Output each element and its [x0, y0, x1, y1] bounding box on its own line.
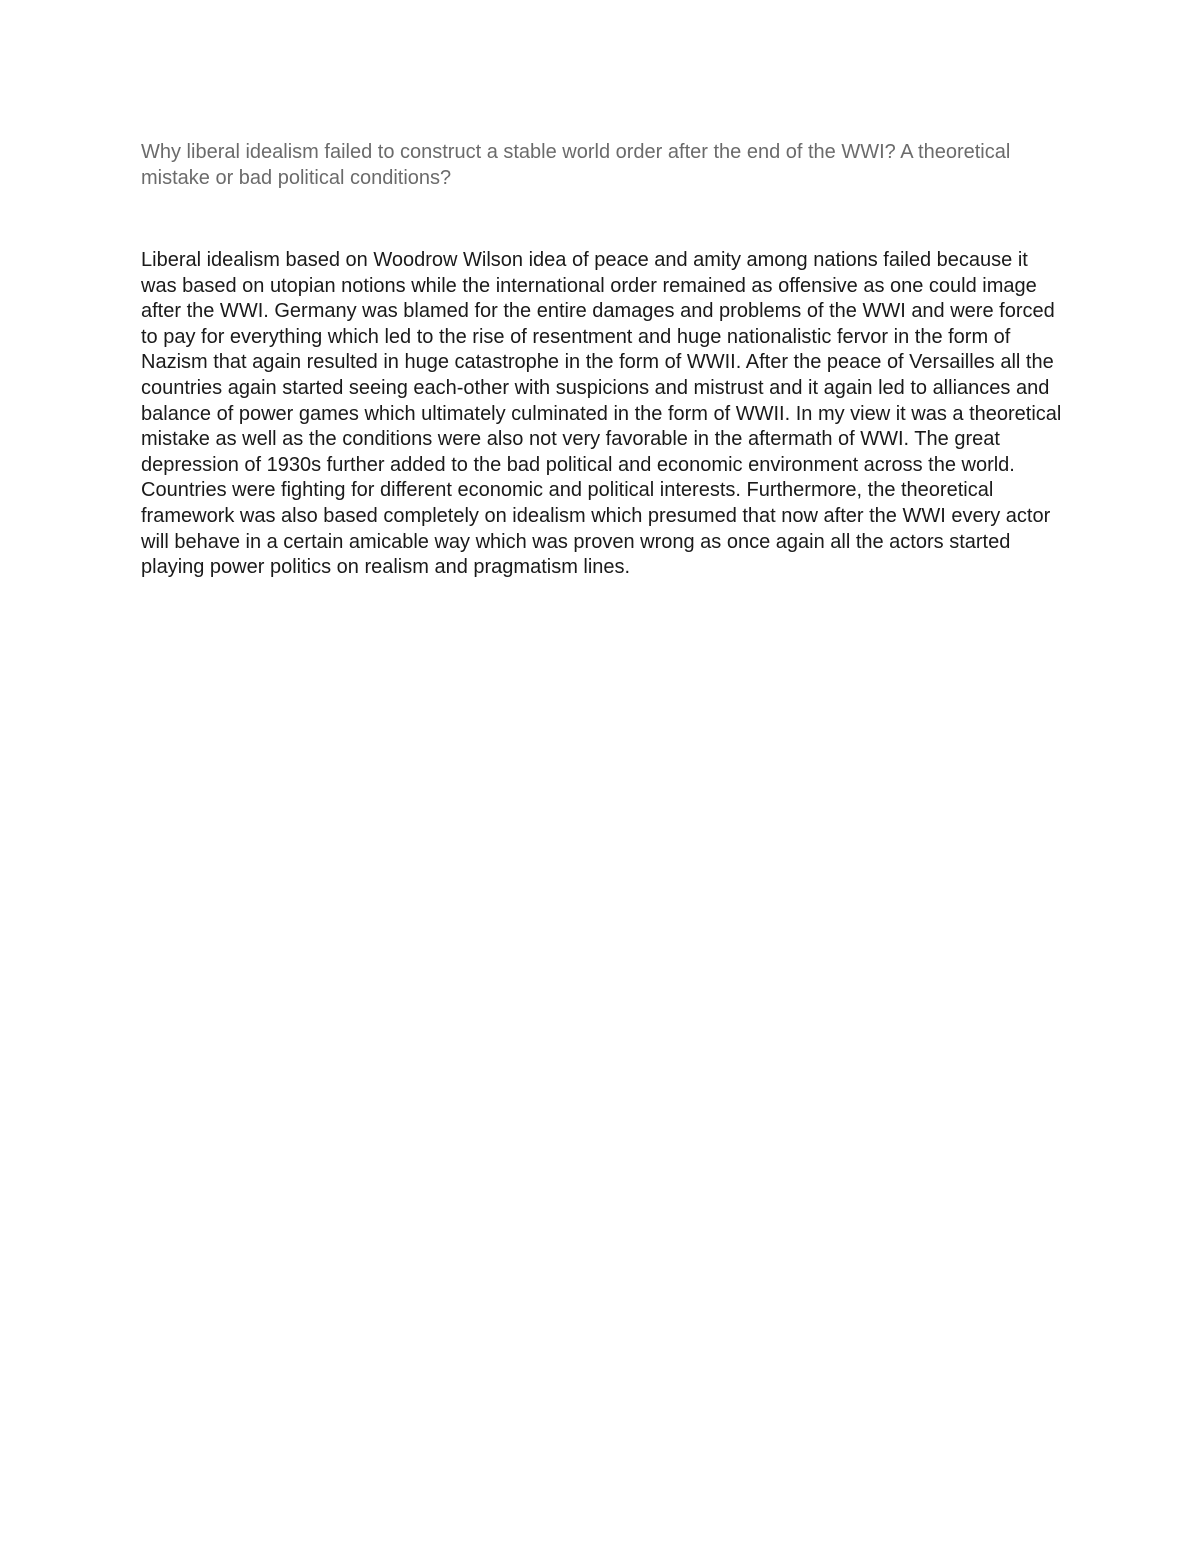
answer-paragraph: Liberal idealism based on Woodrow Wilson idea of peace and amity among nations failed because it was based on utopian notions while the international order remained as offensive as one could image after the WWI. Germany was blamed for the entire damages and problems of the WWI and were forced to pay for everything which led to the rise of resentment and huge nationalistic fervor in the form of Nazism that again resulted in huge catastrophe in the form of WWII. After the peace of Versailles all the countries again started seeing each-other with suspicions and mistrust and it again led to alliances and balance of power games which ultimately culminated in the form of WWII. In my view it was a theoretical mistake as well as the conditions were also not very favorable in the aftermath of WWI. The great depression of 1930s further added to the bad political and economic environment across the world. Countries were fighting for different economic and political interests. Furthermore, the theoretical framework was also based completely on idealism which presumed that now after the WWI every actor will behave in a certain amicable way which was proven wrong as once again all the actors started playing power politics on realism and pragmatism lines.: [141, 249, 1062, 579]
question-heading: Why liberal idealism failed to construct a stable world order after the end of the WWI? A theoretical mistake or bad political conditions?: [141, 141, 1011, 189]
